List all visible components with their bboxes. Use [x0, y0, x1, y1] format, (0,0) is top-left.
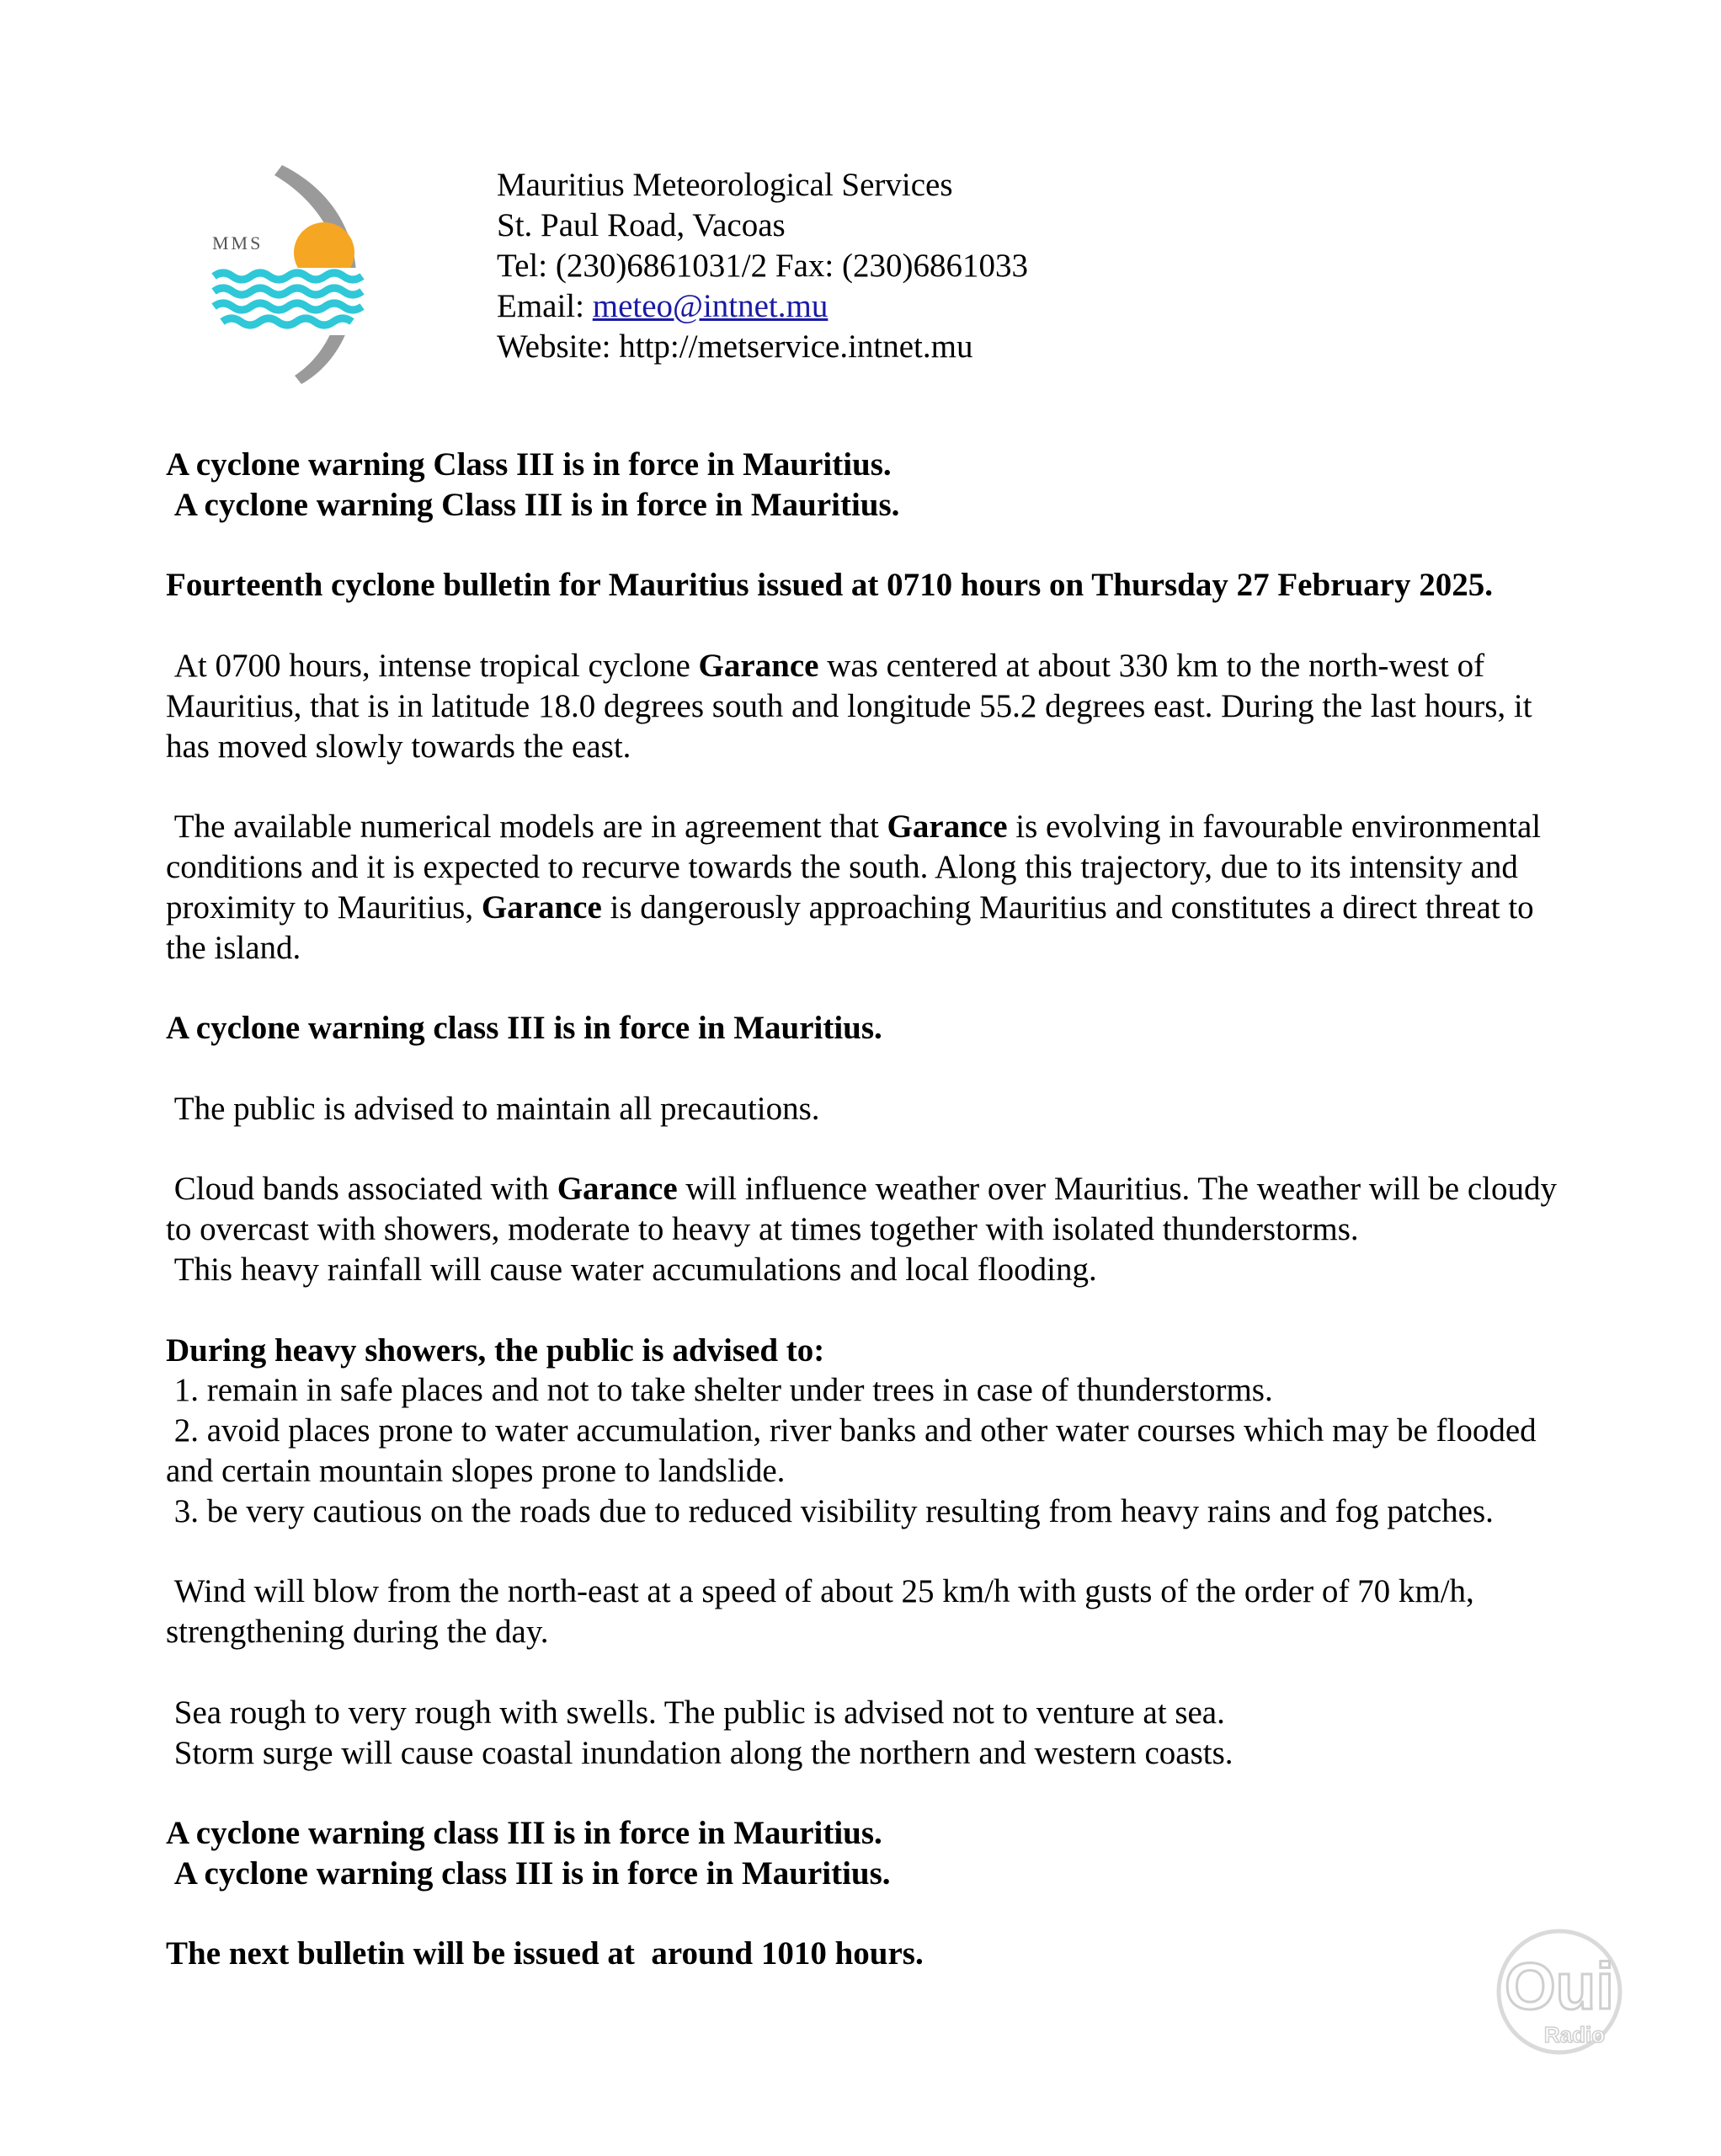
- header-contact: [497, 165, 1028, 367]
- cyclone-name: Garance: [557, 1171, 678, 1208]
- advice-item: 1. remain in safe places and not to take shelter under trees in case of thunderstorms.: [166, 1372, 1273, 1409]
- advice-item: 2. avoid places prone to water accumulation, river banks and other water courses which may be flooded and certain mountain slopes prone to landslide.: [166, 1412, 1545, 1489]
- logo-text: MMS: [212, 232, 264, 253]
- weather-paragraph: [166, 1169, 1580, 1289]
- text-span: The available numerical models are in agreement that: [166, 808, 887, 846]
- sea-line: Sea rough to very rough with swells. The public is advised not to venture at sea.: [166, 1694, 1225, 1731]
- email-label: Email:: [497, 288, 593, 324]
- sea-paragraph: [166, 1693, 1580, 1774]
- text-span: will influence weather over Mauritius. The weather will be cloudy to overcast with showers, moderate to heavy at times together with isolated thunderstorms.: [166, 1171, 1565, 1248]
- text-span: was centered at about 330 km to the north-west of Mauritius, that is in latitude 18.0 degrees south and longitude 55.2 degrees east. During the last hours, it has moved slowly towards the east.: [166, 647, 1541, 765]
- cyclone-name: Garance: [698, 647, 819, 684]
- bulletin-body: [166, 445, 1580, 2015]
- text-span: At 0700 hours, intense tropical cyclone: [166, 647, 699, 684]
- cyclone-name: Garance: [481, 889, 602, 926]
- watermark-sub: Radio: [1543, 2022, 1606, 2047]
- text-span: Cloud bands associated with: [166, 1171, 557, 1208]
- text-span: is evolving in favourable environmental conditions and it is expected to recurve towards the south. Along this trajectory, due to its intensity and proximity to Mauritius,: [166, 808, 1549, 926]
- forecast-paragraph: [166, 807, 1580, 968]
- warning-line: A cyclone warning Class III is in force in Mauritius.: [166, 486, 900, 523]
- warning-bottom: [166, 1813, 1580, 1894]
- weather-line: [166, 1169, 1580, 1250]
- advice-item: 3. be very cautious on the roads due to reduced visibility resulting from heavy rains and fog patches.: [166, 1492, 1494, 1529]
- warning-mid: A cyclone warning class III is in force in Mauritius.: [166, 1010, 882, 1047]
- warning-top: [166, 445, 1580, 526]
- sea-line: Storm surge will cause coastal inundation along the northern and western coasts.: [166, 1734, 1233, 1771]
- cyclone-name: Garance: [887, 808, 1008, 846]
- wind-paragraph: Wind will blow from the north-east at a speed of about 25 km/h with gusts of the order of 70 km/h, strengthening during the day.: [166, 1573, 1483, 1651]
- mms-logo: [202, 158, 370, 387]
- weather-line: This heavy rainfall will cause water accumulations and local flooding.: [166, 1251, 1097, 1288]
- watermark-text: Oui: [1505, 1949, 1614, 2023]
- warning-line: A cyclone warning Class III is in force in Mauritius.: [166, 446, 892, 483]
- org-name: Mauritius Meteorological Services: [497, 167, 953, 203]
- warning-line: A cyclone warning class III is in force in Mauritius.: [166, 1815, 882, 1852]
- org-email-line: [497, 286, 1028, 327]
- advice-section: [166, 1331, 1580, 1532]
- advice-heading: During heavy showers, the public is advised to:: [166, 1331, 825, 1369]
- org-phone: Tel: (230)6861031/2 Fax: (230)6861033: [497, 248, 1028, 284]
- org-address: St. Paul Road, Vacoas: [497, 207, 786, 243]
- warning-line: A cyclone warning class III is in force in Mauritius.: [166, 1854, 891, 1892]
- bulletin-title: Fourteenth cyclone bulletin for Mauritius issued at 0710 hours on Thursday 27 February 2025.: [166, 567, 1493, 604]
- email-link[interactable]: meteo@intnet.mu: [592, 288, 829, 324]
- precautions-paragraph: The public is advised to maintain all precautions.: [166, 1090, 820, 1127]
- position-paragraph: [166, 646, 1580, 766]
- oui-radio-watermark: [1469, 1924, 1650, 2063]
- org-website: Website: http://metservice.intnet.mu: [497, 328, 973, 365]
- next-bulletin: The next bulletin will be issued at around 1010 hours.: [166, 1935, 924, 1972]
- text-span: is dangerously approaching Mauritius and constitutes a direct threat to the island.: [166, 889, 1543, 966]
